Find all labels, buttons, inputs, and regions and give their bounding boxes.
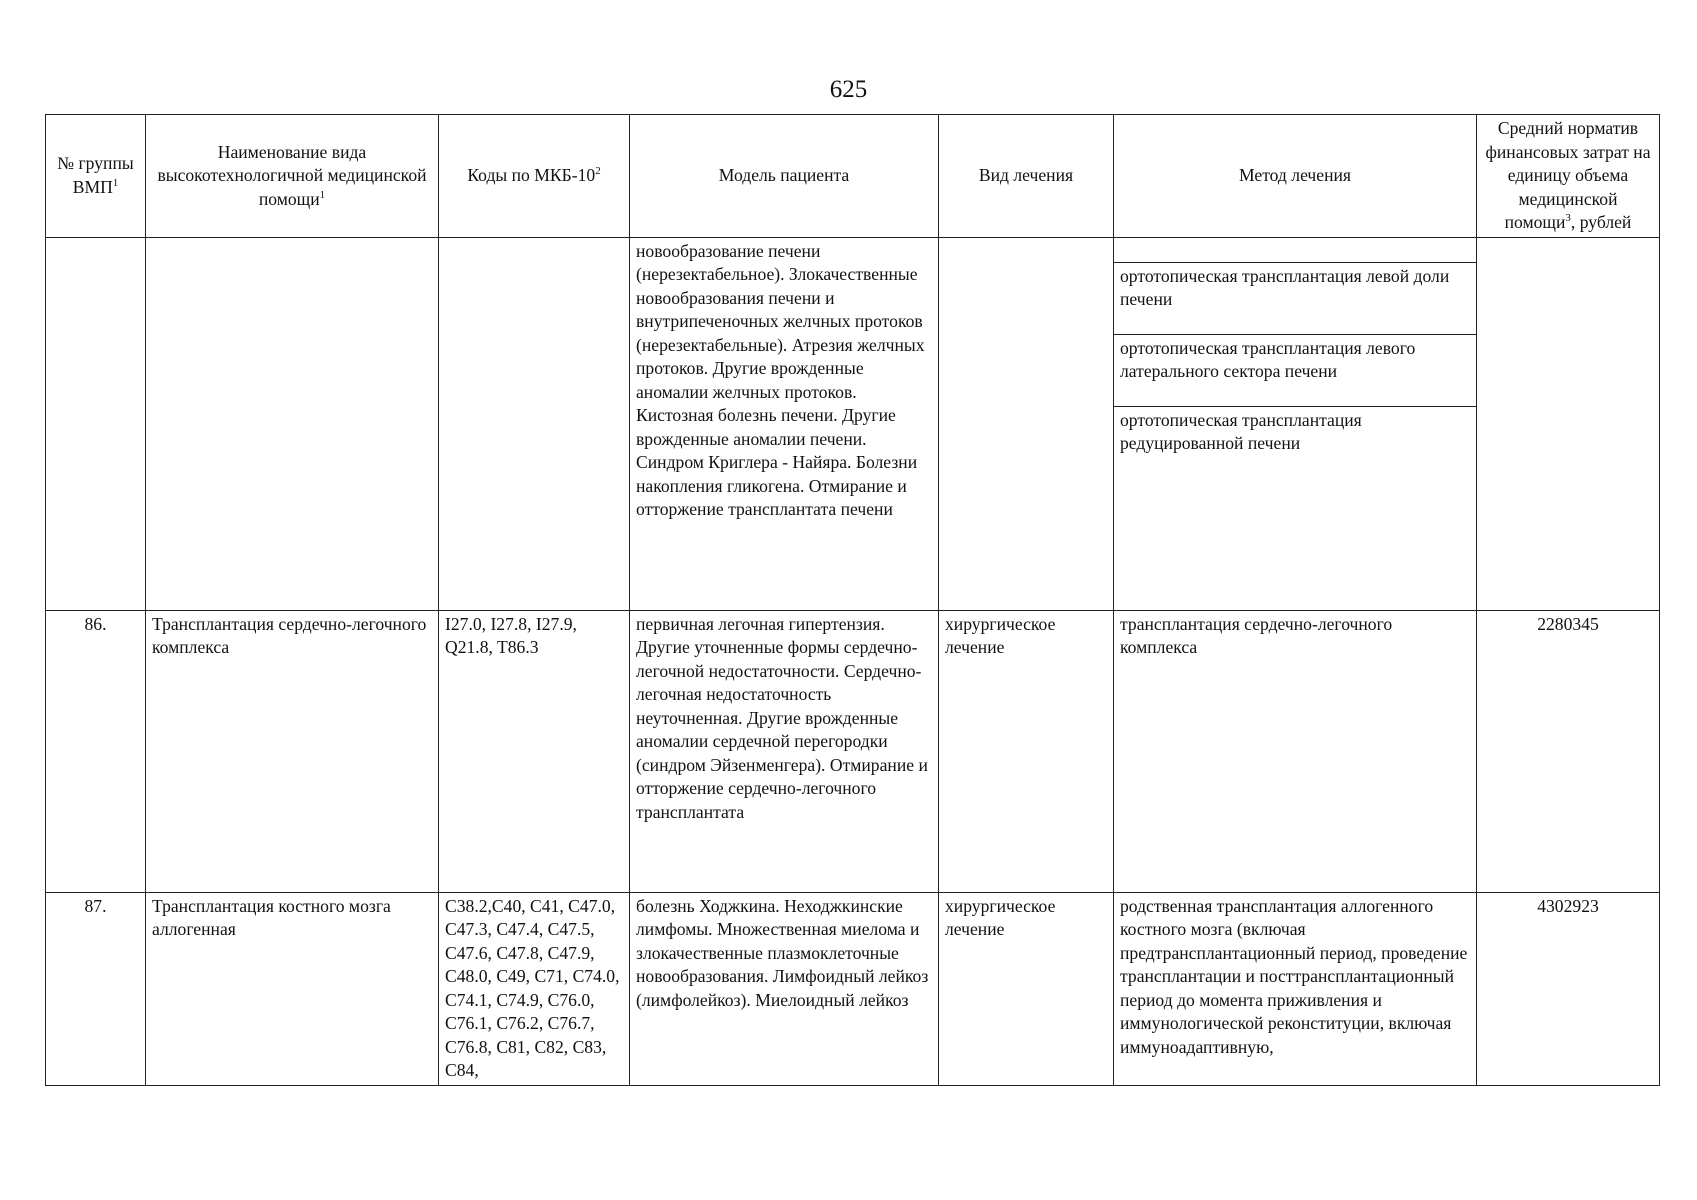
care-type-name <box>146 237 439 610</box>
cost-value: 4302923 <box>1477 892 1660 1085</box>
patient-model: новообразование печени (нерезектабельное). Злокачественные новообразования печени и внутрипеченочных желчных протоков (нерезектабельные). Атрезия желчных протоков. Другие врожденные аномалии желчных протоков. Кистозная болезнь печени. Другие врожденные аномалии печени. Синдром Криглера - Найяра. Болезни накопления гликогена. Отмирание и отторжение трансплантата печени <box>630 237 939 610</box>
treatment-method: трансплантация сердечно-легочного комплекса <box>1114 610 1477 892</box>
header-row <box>46 115 1660 238</box>
care-type-name: Трансплантация сердечно-легочного комплекса <box>146 610 439 892</box>
treatment-type <box>939 237 1114 610</box>
method-item <box>1114 238 1476 263</box>
header-type: Вид лечения <box>939 115 1114 238</box>
icd-codes: I27.0, I27.8, I27.9, Q21.8, T86.3 <box>439 610 630 892</box>
table-row <box>46 237 1660 610</box>
header-model: Модель пациента <box>630 115 939 238</box>
treatment-methods <box>1114 237 1477 610</box>
group-number: 86. <box>46 610 146 892</box>
icd-codes: C38.2,C40, C41, C47.0, C47.3, C47.4, C47.5, C47.6, C47.8, C47.9, C48.0, C49, C71, C74.0, C74.1, C74.9, C76.0, C76.1, C76.2, C76.7, C76.8, C81, C82, C83, C84, <box>439 892 630 1085</box>
patient-model: болезнь Ходжкина. Неходжкинские лимфомы. Множественная миелома и злокачественные плазмоклеточные новообразования. Лимфоидный лейкоз (лимфолейкоз). Миелоидный лейкоз <box>630 892 939 1085</box>
group-number: 87. <box>46 892 146 1085</box>
cost-value <box>1477 237 1660 610</box>
header-name: Наименование вида высокотехнологичной медицинской помощи$^1$ <box>146 115 439 238</box>
method-item: ортотопическая трансплантация левого латерального сектора печени <box>1114 335 1476 407</box>
vmp-table <box>45 114 1660 1086</box>
table-row <box>46 610 1660 892</box>
icd-codes <box>439 237 630 610</box>
method-item: ортотопическая трансплантация левой доли печени <box>1114 263 1476 335</box>
header-group: № группы ВМП$^1$ <box>46 115 146 238</box>
treatment-type: хирургическое лечение <box>939 892 1114 1085</box>
header-codes: Коды по МКБ-$10^2$ <box>439 115 630 238</box>
method-item: ортотопическая трансплантация редуцированной печени <box>1120 409 1362 453</box>
header-method: Метод лечения <box>1114 115 1477 238</box>
table-row <box>46 892 1660 1085</box>
care-type-name: Трансплантация костного мозга аллогенная <box>146 892 439 1085</box>
patient-model: первичная легочная гипертензия. Другие уточненные формы сердечно- легочной недостаточности. Сердечно-легочная недостаточность неуточненная. Другие врожденные аномалии сердечной перегородки (синдром Эйзенменгера). Отмирание и отторжение сердечно-легочного трансплантата <box>630 610 939 892</box>
treatment-method: родственная трансплантация аллогенного костного мозга (включая предтрансплантационный период, проведение трансплантации и посттрансплантационный период до момента приживления и иммунологической реконституции, включая иммуноадаптивную, <box>1114 892 1477 1085</box>
header-cost: Средний норматив финансовых затрат на единицу объема медицинской помощи$^3$, рублей <box>1477 115 1660 238</box>
cost-value: 2280345 <box>1477 610 1660 892</box>
group-number <box>46 237 146 610</box>
page-number: 625 <box>829 76 868 103</box>
treatment-type: хирургическое лечение <box>939 610 1114 892</box>
